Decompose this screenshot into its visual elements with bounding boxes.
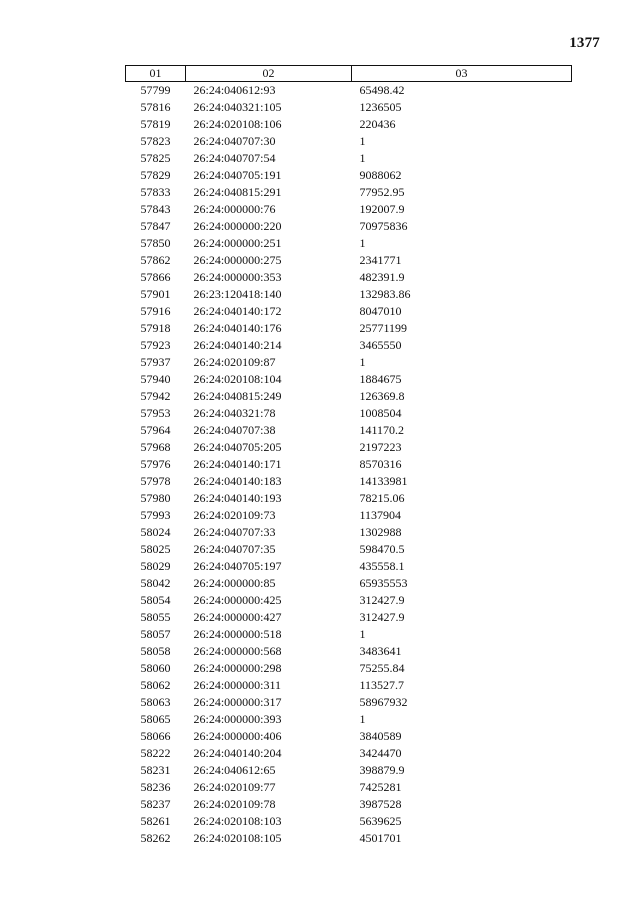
cell-cadastral-number: 26:24:000000:353	[193, 270, 282, 284]
cell-value: 482391.9	[359, 270, 405, 284]
table-row	[126, 337, 572, 354]
cell-code: 57799	[140, 83, 171, 97]
cell-value: 1	[359, 712, 366, 726]
cell-value: 3483641	[359, 644, 402, 658]
table-row	[126, 235, 572, 252]
table-row	[126, 303, 572, 320]
cell-value: 1884675	[359, 372, 402, 386]
cell-code: 57918	[140, 321, 171, 335]
table-row	[126, 133, 572, 150]
column-header-03: 03	[352, 66, 572, 82]
cell-code: 57937	[140, 355, 171, 369]
cell-value: 9088062	[359, 168, 402, 182]
table-row	[126, 218, 572, 235]
table-row	[126, 558, 572, 575]
cell-cadastral-number: 26:24:040140:172	[193, 304, 282, 318]
cell-cadastral-number: 26:24:040612:93	[193, 83, 276, 97]
table-row	[126, 813, 572, 830]
cell-cadastral-number: 26:24:000000:251	[193, 236, 282, 250]
cell-value: 3465550	[359, 338, 402, 352]
cell-value: 220436	[359, 117, 396, 131]
cell-code: 58058	[140, 644, 171, 658]
cell-cadastral-number: 26:24:020109:73	[193, 508, 276, 522]
cell-cadastral-number: 26:24:040705:191	[193, 168, 282, 182]
table-row	[126, 677, 572, 694]
table-row	[126, 660, 572, 677]
data-table	[125, 65, 572, 847]
cell-value: 435558.1	[359, 559, 405, 573]
table-row	[126, 490, 572, 507]
cell-cadastral-number: 26:24:040140:183	[193, 474, 282, 488]
cell-value: 398879.9	[359, 763, 405, 777]
page-number: 1377	[569, 35, 600, 51]
cell-code: 58062	[140, 678, 171, 692]
table-row	[126, 354, 572, 371]
table-row	[126, 762, 572, 779]
table-row	[126, 711, 572, 728]
cell-cadastral-number: 26:24:000000:393	[193, 712, 282, 726]
cell-code: 57940	[140, 372, 171, 386]
table-row	[126, 320, 572, 337]
cell-code: 57968	[140, 440, 171, 454]
cell-cadastral-number: 26:24:020108:104	[193, 372, 282, 386]
cell-cadastral-number: 26:24:020108:106	[193, 117, 282, 131]
table-row	[126, 388, 572, 405]
cell-code: 58024	[140, 525, 171, 539]
table-row	[126, 745, 572, 762]
cell-code: 58222	[140, 746, 171, 760]
table-row	[126, 779, 572, 796]
cell-code: 58054	[140, 593, 171, 607]
cell-cadastral-number: 26:24:040815:291	[193, 185, 282, 199]
cell-cadastral-number: 26:24:040707:33	[193, 525, 276, 539]
cell-cadastral-number: 26:24:000000:518	[193, 627, 282, 641]
table-row	[126, 422, 572, 439]
table-row	[126, 201, 572, 218]
table-row	[126, 150, 572, 167]
cell-code: 58237	[140, 797, 171, 811]
cell-cadastral-number: 26:24:000000:425	[193, 593, 282, 607]
cell-cadastral-number: 26:24:000000:298	[193, 661, 282, 675]
cell-cadastral-number: 26:24:040705:197	[193, 559, 282, 573]
table-row	[126, 575, 572, 592]
data-table-container	[125, 65, 571, 847]
cell-cadastral-number: 26:24:000000:311	[193, 678, 282, 692]
cell-cadastral-number: 26:24:000000:568	[193, 644, 282, 658]
cell-code: 57866	[140, 270, 171, 284]
cell-cadastral-number: 26:24:040815:249	[193, 389, 282, 403]
table-row	[126, 116, 572, 133]
cell-code: 57953	[140, 406, 171, 420]
column-header-02: 02	[186, 66, 352, 82]
cell-value: 2341771	[359, 253, 402, 267]
table-row	[126, 643, 572, 660]
cell-value: 132983.86	[359, 287, 411, 301]
table-row	[126, 473, 572, 490]
table-row	[126, 609, 572, 626]
cell-code: 58063	[140, 695, 171, 709]
cell-code: 57816	[140, 100, 171, 114]
cell-code: 58236	[140, 780, 171, 794]
table-row	[126, 167, 572, 184]
cell-cadastral-number: 26:24:040705:205	[193, 440, 282, 454]
cell-value: 1137904	[359, 508, 402, 522]
cell-value: 192007.9	[359, 202, 405, 216]
table-row	[126, 728, 572, 745]
table-row	[126, 456, 572, 473]
cell-code: 57862	[140, 253, 171, 267]
table-row	[126, 694, 572, 711]
cell-cadastral-number: 26:24:040707:38	[193, 423, 276, 437]
cell-value: 75255.84	[359, 661, 405, 675]
cell-value: 4501701	[359, 831, 402, 845]
cell-cadastral-number: 26:24:000000:317	[193, 695, 282, 709]
cell-cadastral-number: 26:23:120418:140	[193, 287, 282, 301]
table-row	[126, 286, 572, 303]
cell-cadastral-number: 26:24:040321:78	[193, 406, 276, 420]
cell-code: 57843	[140, 202, 171, 216]
cell-cadastral-number: 26:24:040707:35	[193, 542, 276, 556]
cell-code: 57829	[140, 168, 171, 182]
cell-code: 57819	[140, 117, 171, 131]
cell-code: 57850	[140, 236, 171, 250]
cell-code: 58057	[140, 627, 171, 641]
cell-value: 58967932	[359, 695, 408, 709]
cell-value: 14133981	[359, 474, 408, 488]
cell-value: 1	[359, 151, 366, 165]
table-row	[126, 371, 572, 388]
cell-value: 25771199	[359, 321, 408, 335]
cell-value: 1008504	[359, 406, 402, 420]
cell-code: 58025	[140, 542, 171, 556]
cell-code: 58261	[140, 814, 171, 828]
table-body	[126, 82, 572, 848]
cell-cadastral-number: 26:24:040140:176	[193, 321, 282, 335]
cell-code: 57942	[140, 389, 171, 403]
cell-code: 57901	[140, 287, 171, 301]
cell-code: 58231	[140, 763, 171, 777]
cell-value: 3424470	[359, 746, 402, 760]
cell-value: 2197223	[359, 440, 402, 454]
cell-cadastral-number: 26:24:040140:171	[193, 457, 282, 471]
table-row	[126, 626, 572, 643]
cell-cadastral-number: 26:24:020109:77	[193, 780, 276, 794]
cell-cadastral-number: 26:24:020109:87	[193, 355, 276, 369]
cell-cadastral-number: 26:24:040140:204	[193, 746, 282, 760]
cell-code: 58042	[140, 576, 171, 590]
cell-cadastral-number: 26:24:040707:30	[193, 134, 276, 148]
column-header-01: 01	[126, 66, 186, 82]
cell-cadastral-number: 26:24:040140:193	[193, 491, 282, 505]
cell-code: 57923	[140, 338, 171, 352]
cell-value: 141170.2	[359, 423, 405, 437]
cell-code: 58066	[140, 729, 171, 743]
cell-value: 77952.95	[359, 185, 405, 199]
cell-cadastral-number: 26:24:000000:85	[193, 576, 276, 590]
cell-code: 57978	[140, 474, 171, 488]
cell-cadastral-number: 26:24:020109:78	[193, 797, 276, 811]
cell-cadastral-number: 26:24:000000:220	[193, 219, 282, 233]
table-header	[126, 66, 572, 82]
cell-value: 1	[359, 236, 366, 250]
cell-cadastral-number: 26:24:040707:54	[193, 151, 276, 165]
cell-value: 8047010	[359, 304, 402, 318]
table-row	[126, 269, 572, 286]
cell-code: 57993	[140, 508, 171, 522]
cell-value: 1236505	[359, 100, 402, 114]
cell-code: 57916	[140, 304, 171, 318]
cell-code: 58060	[140, 661, 171, 675]
cell-value: 8570316	[359, 457, 402, 471]
table-row	[126, 439, 572, 456]
table-header-row	[126, 66, 572, 82]
cell-value: 7425281	[359, 780, 402, 794]
table-row	[126, 830, 572, 847]
table-row	[126, 252, 572, 269]
cell-value: 1302988	[359, 525, 402, 539]
cell-cadastral-number: 26:24:040321:105	[193, 100, 282, 114]
table-row	[126, 541, 572, 558]
cell-code: 58029	[140, 559, 171, 573]
table-row	[126, 184, 572, 201]
table-row	[126, 82, 572, 100]
cell-cadastral-number: 26:24:000000:427	[193, 610, 282, 624]
cell-cadastral-number: 26:24:020108:103	[193, 814, 282, 828]
cell-code: 57823	[140, 134, 171, 148]
cell-cadastral-number: 26:24:000000:275	[193, 253, 282, 267]
table-row	[126, 405, 572, 422]
cell-cadastral-number: 26:24:040140:214	[193, 338, 282, 352]
cell-value: 65498.42	[359, 83, 405, 97]
table-row	[126, 796, 572, 813]
cell-code: 58055	[140, 610, 171, 624]
cell-cadastral-number: 26:24:040612:65	[193, 763, 276, 777]
cell-value: 113527.7	[359, 678, 405, 692]
cell-value: 598470.5	[359, 542, 405, 556]
table-row	[126, 524, 572, 541]
cell-value: 3840589	[359, 729, 402, 743]
cell-cadastral-number: 26:24:000000:76	[193, 202, 276, 216]
table-row	[126, 507, 572, 524]
cell-code: 57825	[140, 151, 171, 165]
cell-code: 57976	[140, 457, 171, 471]
cell-code: 58262	[140, 831, 171, 845]
cell-code: 57833	[140, 185, 171, 199]
cell-value: 312427.9	[359, 593, 405, 607]
cell-cadastral-number: 26:24:020108:105	[193, 831, 282, 845]
cell-value: 126369.8	[359, 389, 405, 403]
cell-code: 57964	[140, 423, 171, 437]
cell-code: 58065	[140, 712, 171, 726]
cell-value: 3987528	[359, 797, 402, 811]
cell-value: 65935553	[359, 576, 408, 590]
cell-code: 57980	[140, 491, 171, 505]
cell-cadastral-number: 26:24:000000:406	[193, 729, 282, 743]
cell-value: 70975836	[359, 219, 408, 233]
table-row	[126, 592, 572, 609]
cell-value: 78215.06	[359, 491, 405, 505]
cell-value: 312427.9	[359, 610, 405, 624]
table-row	[126, 99, 572, 116]
cell-code: 57847	[140, 219, 171, 233]
cell-value: 5639625	[359, 814, 402, 828]
cell-value: 1	[359, 355, 366, 369]
cell-value: 1	[359, 134, 366, 148]
cell-value: 1	[359, 627, 366, 641]
